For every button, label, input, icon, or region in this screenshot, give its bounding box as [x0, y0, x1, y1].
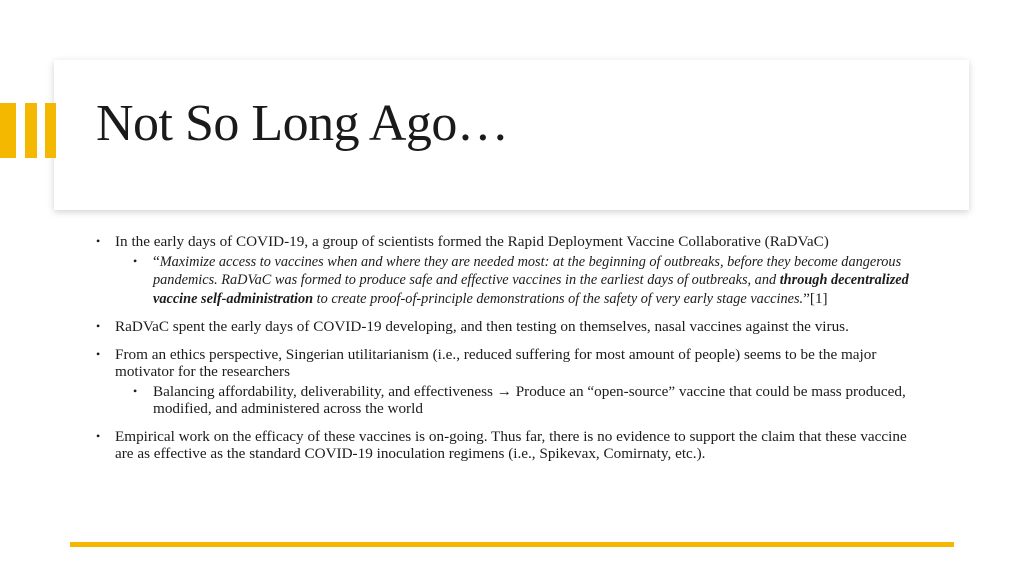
slide-body — [96, 233, 926, 473]
bullet-text: RaDVaC spent the early days of COVID-19 developing, and then testing on themselves, nasal vaccines against the virus. — [115, 318, 849, 335]
mission-quote — [153, 254, 909, 307]
bullet-item — [96, 346, 926, 418]
quote-part-1: Maximize access to vaccines when and where they are needed most: at the beginning of outbreaks, before they become dangerous pandemics. RaDVaC was formed to produce safe and effective vaccines in the earliest days of outbreaks, and — [153, 253, 902, 288]
bullet-text: In the early days of COVID-19, a group of scientists formed the Rapid Deployment Vaccine Collaborative (RaDVaC) — [115, 233, 829, 250]
sub-bullet-item — [115, 253, 926, 309]
bullet-marker: • — [96, 234, 101, 248]
bullet-marker: • — [133, 253, 138, 268]
open-quote: “ — [153, 252, 160, 270]
accent-bar-1 — [0, 103, 16, 158]
bullet-marker: • — [96, 428, 101, 443]
bullet-item — [96, 233, 926, 308]
sub-bullet-text: Balancing affordability, deliverability, and effectiveness → Produce an “open-source” vaccine that could be mass produced, modified, and administered across the world — [153, 382, 906, 417]
sub-bullet-list — [115, 253, 926, 309]
slide-title: Not So Long Ago… — [96, 95, 509, 152]
quote-emphasis: through decentralized vaccine self-administration — [153, 272, 909, 307]
bullet-item — [96, 318, 926, 336]
sub-bullet-item — [115, 383, 926, 418]
bullet-item — [96, 428, 926, 463]
bullet-text: Empirical work on the efficacy of these vaccines is on-going. Thus far, there is no evidence to support the claim that these vaccine are as effective as the standard COVID-19 inoculation regimens (i.e., Spikevax, Comirnaty, etc.). — [115, 427, 907, 462]
sub-bullet-list — [115, 383, 926, 418]
accent-bar-2 — [25, 103, 37, 158]
bullet-marker: • — [133, 383, 138, 398]
bottom-accent-rule — [70, 542, 954, 547]
accent-bar-3 — [45, 103, 56, 158]
bullet-list — [96, 233, 926, 463]
citation-ref: ”[1] — [803, 289, 828, 307]
quote-part-2: to create proof-of-principle demonstrations of the safety of very early stage vaccines. — [313, 290, 804, 307]
bullet-text: From an ethics perspective, Singerian utilitarianism (i.e., reduced suffering for most amount of people) seems to be the major motivator for the researchers — [115, 345, 877, 380]
bullet-marker: • — [96, 319, 101, 333]
bullet-marker: • — [96, 346, 101, 361]
